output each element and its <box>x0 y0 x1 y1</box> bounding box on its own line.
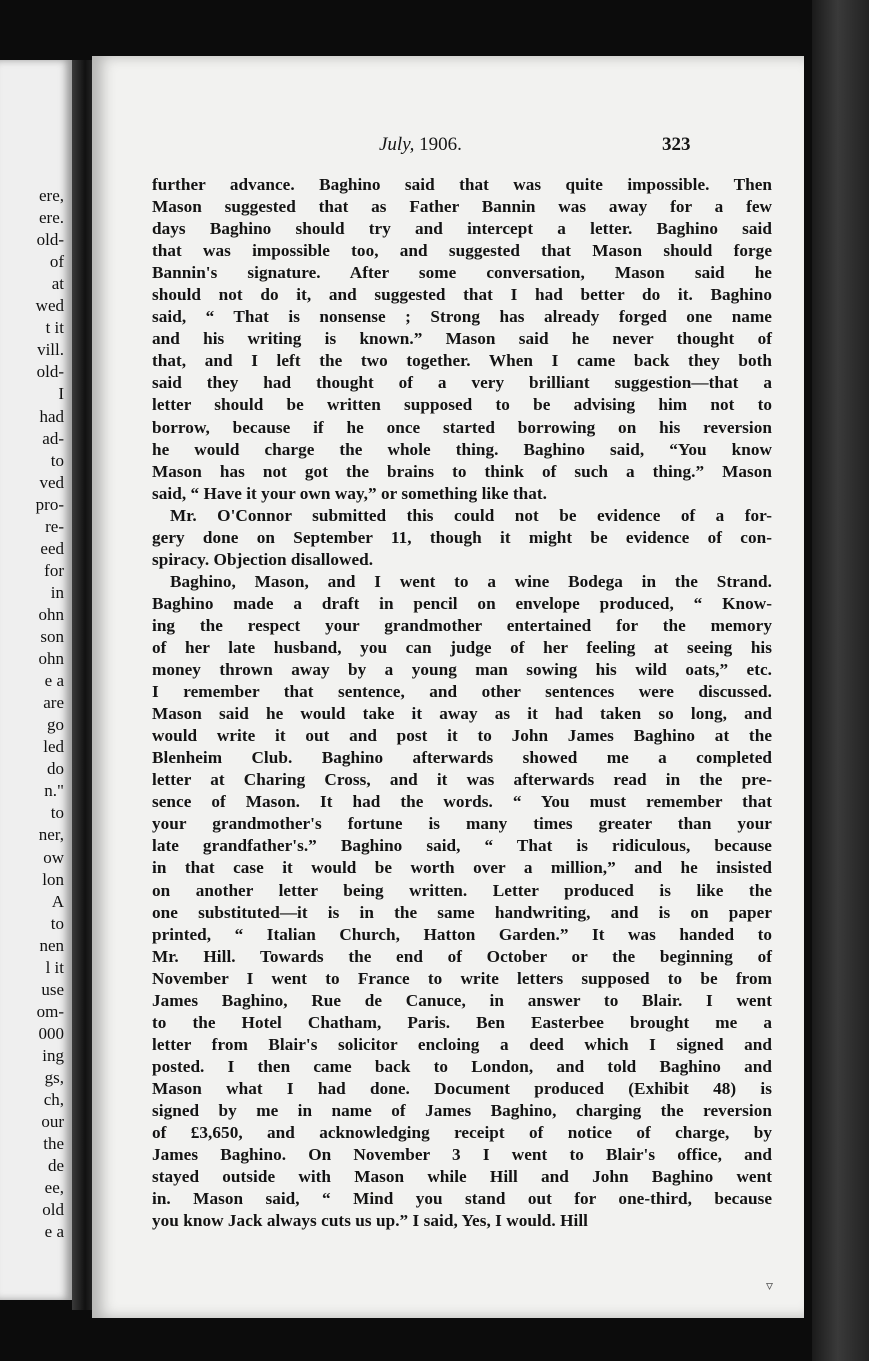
text-line: I remember that sentence, and other sentences were discussed. <box>152 682 772 702</box>
left-page-fragment: to <box>50 803 64 823</box>
text-line: sence of Mason. It had the words. “ You must remember that <box>152 792 772 812</box>
header-date <box>379 134 462 156</box>
body-text <box>152 174 772 1232</box>
text-line: one substituted—it is in the same handwriting, and is on paper <box>152 902 772 922</box>
text-line: said, “ That is nonsense ; Strong has already forged one name <box>152 307 772 327</box>
text-line: posted. I then came back to London, and told Baghino and <box>152 1056 772 1076</box>
scan-edge <box>812 0 869 1361</box>
text-line: in that case it would be worth over a million,” and he insisted <box>152 858 772 878</box>
left-page-fragment: in <box>50 582 64 602</box>
text-line: of her late husband, you can judge of her feeling at seeing his <box>152 637 772 657</box>
text-line: on another letter being written. Letter produced is like the <box>152 880 772 900</box>
left-page-fragment: A <box>51 891 64 911</box>
text-line: in. Mason said, “ Mind you stand out for one-third, because <box>152 1189 772 1209</box>
text-line: that, and I left the two together. When I came back they both <box>152 351 772 371</box>
text-line: said they had thought of a very brilliant suggestion—that a <box>152 373 772 393</box>
book-gutter <box>72 60 94 1310</box>
text-line: Mr. Hill. Towards the end of October or the beginning of <box>152 946 772 966</box>
header-year: 1906. <box>419 134 462 155</box>
text-line: November I went to France to write letters supposed to be from <box>152 968 772 988</box>
left-page-fragment: old- <box>36 230 64 250</box>
text-line: Blenheim Club. Baghino afterwards showed me a completed <box>152 748 772 768</box>
left-page-fragment: ee, <box>44 1178 64 1198</box>
text-line: Mr. O'Connor submitted this could not be evidence of a for- <box>170 505 772 525</box>
left-page-fragment: had <box>39 406 64 426</box>
left-page-fragment: for <box>44 560 64 580</box>
text-line: signed by me in name of James Baghino, charging the reversion <box>152 1100 772 1120</box>
text-line: of £3,650, and acknowledging receipt of notice of charge, by <box>152 1123 772 1143</box>
left-page-fragment: ohn <box>38 604 64 624</box>
left-page-fragment: old- <box>36 362 64 382</box>
text-line: spiracy. Objection disallowed. <box>152 549 374 569</box>
left-page-fragment: ing <box>42 1045 64 1065</box>
left-page-fragment: lon <box>42 869 64 889</box>
page-number: 323 <box>662 134 691 155</box>
text-line: your grandmother's fortune is many times greater than your <box>152 814 772 834</box>
text-line: you know Jack always cuts us up.” I said, Yes, I would. Hill <box>152 1211 588 1231</box>
text-line: ing the respect your grandmother entertained for the memory <box>152 615 772 635</box>
left-page-fragment: go <box>47 715 64 735</box>
left-page-fragment: ow <box>43 847 64 867</box>
text-line: Baghino, Mason, and I went to a wine Bodega in the Strand. <box>170 571 772 591</box>
left-page-fragment: t it <box>45 318 64 338</box>
left-page-fragment: our <box>41 1112 64 1132</box>
left-page-fragment: nen <box>39 935 64 955</box>
text-line: stayed outside with Mason while Hill and John Baghino went <box>152 1167 772 1187</box>
left-page-fragment: I <box>58 384 64 404</box>
left-page-fragment: ere. <box>38 208 64 228</box>
left-page-fragment: l it <box>45 957 64 977</box>
text-line: would write it out and post it to John James Baghino at the <box>152 726 772 746</box>
left-page-fragment: ad- <box>42 428 64 448</box>
page-corner-mark: ▿ <box>766 1279 774 1294</box>
left-page-fragment: ohn <box>38 649 64 669</box>
text-line: Mason what I had done. Document produced (Exhibit 48) is <box>152 1078 772 1098</box>
paragraph <box>152 571 772 1232</box>
text-line: letter at Charing Cross, and it was afterwards read in the pre- <box>152 770 772 790</box>
text-line: Mason said he would take it away as it had taken so long, and <box>152 704 772 724</box>
text-line: money thrown away by a young man sowing his wild oats,” etc. <box>152 660 772 680</box>
left-page-fragment: to <box>50 913 64 933</box>
text-line: that was impossible too, and suggested that Mason should forge <box>152 241 772 261</box>
left-page-fragment: the <box>43 1134 64 1154</box>
left-page-fragment: n." <box>44 781 64 801</box>
left-page-fragment: 000 <box>38 1023 64 1043</box>
left-page-fragment: e a <box>44 671 64 691</box>
text-line: days Baghino should try and intercept a letter. Baghino said <box>152 219 772 239</box>
left-page-fragment: old <box>42 1200 64 1220</box>
text-line: and his writing is known.” Mason said he never thought of <box>152 329 772 349</box>
left-page-fragment: ved <box>39 472 64 492</box>
text-line: letter should be written supposed to be advising him not to <box>152 395 772 415</box>
left-page-fragment: do <box>47 759 64 779</box>
text-line: Baghino made a draft in pencil on envelope produced, “ Know- <box>152 593 772 613</box>
text-line: Mason has not got the brains to think of such a thing.” Mason <box>152 461 772 481</box>
text-line: borrow, because if he once started borrowing on his reversion <box>152 417 772 437</box>
paragraph <box>152 174 772 505</box>
left-page-fragment: at <box>51 274 64 294</box>
text-line: to the Hotel Chatham, Paris. Ben Easterbee brought me a <box>152 1012 772 1032</box>
paragraph <box>152 505 772 571</box>
left-page-fragment: wed <box>35 296 64 316</box>
left-page-fragment: to <box>50 450 64 470</box>
text-line: should not do it, and suggested that I had better do it. Baghino <box>152 285 772 305</box>
left-page-fragment: e a <box>44 1222 64 1242</box>
header-month: July, <box>379 134 415 155</box>
text-line: late grandfather's.” Baghino said, “ That is ridiculous, because <box>152 836 772 856</box>
left-page-fragment: ner, <box>38 825 64 845</box>
left-page-fragment: son <box>40 627 64 646</box>
text-line: Mason suggested that as Father Bannin was away for a few <box>152 197 772 217</box>
text-line: he would charge the whole thing. Baghino said, “You know <box>152 439 772 459</box>
left-page-fragment: om- <box>36 1001 64 1021</box>
text-line: printed, “ Italian Church, Hatton Garden.” It was handed to <box>152 924 772 944</box>
left-page-fragment: pro- <box>35 494 64 514</box>
left-page-fragment: re- <box>45 516 64 536</box>
left-page-fragment: de <box>47 1156 64 1176</box>
text-line: James Baghino, Rue de Canuce, in answer to Blair. I went <box>152 990 772 1010</box>
text-line: James Baghino. On November 3 I went to Blair's office, and <box>152 1145 772 1165</box>
left-page-fragment: gs, <box>44 1068 64 1087</box>
text-line: letter from Blair's solicitor encloing a deed which I signed and <box>152 1034 772 1054</box>
left-page-fragment: eed <box>40 538 64 558</box>
left-page-fragment: use <box>41 979 64 999</box>
left-page-fragment: ch, <box>43 1090 64 1110</box>
left-page-fragment: led <box>43 737 64 757</box>
left-page-fragment: vill. <box>37 340 64 360</box>
page <box>92 56 804 1318</box>
left-facing-page <box>0 60 72 1300</box>
text-line: further advance. Baghino said that was quite impossible. Then <box>152 175 772 194</box>
text-line: Bannin's signature. After some conversation, Mason said he <box>152 263 772 283</box>
left-page-fragment: of <box>49 252 64 272</box>
text-line: said, “ Have it your own way,” or something like that. <box>152 483 548 503</box>
text-line: gery done on September 11, though it might be evidence of con- <box>152 527 772 547</box>
left-page-fragment: are <box>43 693 64 713</box>
running-header <box>92 134 804 158</box>
left-page-fragment: ere, <box>38 186 64 205</box>
